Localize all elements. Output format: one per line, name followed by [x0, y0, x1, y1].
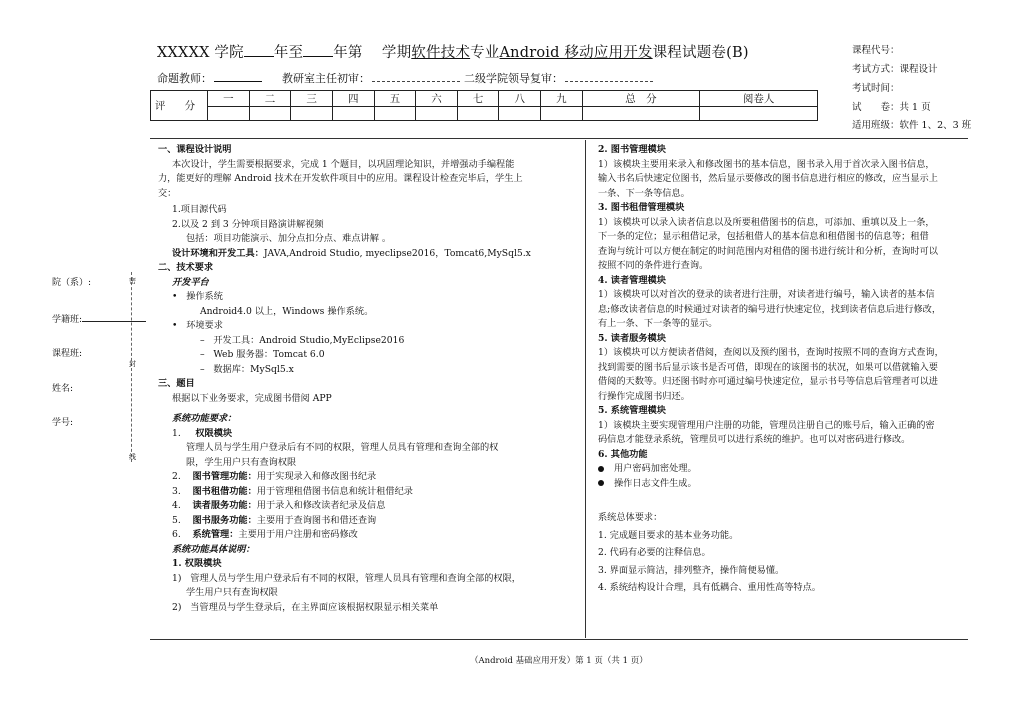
section-3-text: 根据以下业务要求，完成图书借阅 APP [172, 392, 332, 404]
bullet-icon [598, 480, 604, 486]
env-text: JAVA,Android Studio, myeclipse2016，Tomcat6,MySql5.x [263, 247, 531, 259]
page-footer: （Android 基础应用开发）第 1 页（共 1 页） [470, 656, 648, 666]
score-col-1: 一 [208, 91, 250, 107]
score-cell [499, 107, 541, 121]
title-school: XXXXX 学院 [157, 45, 244, 61]
req-1-text: 管理人员与学生用户登录后有不同的权限，管理人员具有管理和查询全部的权 [186, 442, 499, 453]
detail-1-item: 2) 当管理员与学生登录后，在主界面应该根据权限显示相关菜单 [172, 601, 439, 613]
leader-signer [464, 70, 653, 86]
platform-title: 开发平台 [172, 276, 209, 288]
title-term: 学期 [381, 45, 412, 61]
title-suffix: 课程试题卷(B) [652, 45, 749, 61]
year-blank-1 [244, 44, 274, 57]
title-major-suffix: 专业 [470, 45, 500, 61]
exam-time: 考试时间： [852, 83, 900, 94]
score-cell [700, 107, 818, 121]
module-7-title: 6. 其他功能 [598, 448, 648, 460]
reviewer-label: 教研室主任初审： [282, 72, 370, 85]
req-1: 1. 权限模块 [172, 427, 233, 439]
score-cell [291, 107, 333, 121]
score-table [150, 90, 818, 121]
score-label: 评 分 [151, 91, 208, 121]
module-text: 码信息才能登录系统，管理员可以进行系统的维护。也可以对密码进行修改。 [598, 434, 911, 445]
env-label: 设计环境和开发工具： [172, 247, 264, 259]
score-cell [249, 107, 291, 121]
module-text: 有上一条、下一条等的显示。 [598, 318, 718, 329]
overall-item: 3. 界面显示简洁，排列整齐，操作简便易懂。 [598, 564, 785, 576]
exam-pages: 试 卷：共 1 页 [852, 102, 931, 113]
side-name: 姓名: [52, 384, 74, 394]
score-col-3: 三 [291, 91, 333, 107]
score-cell [208, 107, 250, 121]
req-3: 3. 图书租借功能：用于管理租借图书信息和统计租借纪录 [172, 485, 413, 497]
module-text: 1）该模块可以方便读者借阅，查阅以及预约图书，查询时按照不同的查询方式查询， [598, 347, 944, 358]
env-req-label: • 环境要求 [172, 320, 223, 331]
score-cell [374, 107, 416, 121]
side-dept: 院（系）: [52, 278, 92, 288]
requirements-title: 系统功能要求： [172, 413, 237, 424]
score-cell [541, 107, 583, 121]
bullet-icon [598, 466, 604, 472]
section-1-title: 一、课程设计说明 [158, 144, 232, 155]
teacher-label: 命题教师： [157, 72, 212, 85]
deliverable-item: 1.项目源代码 [172, 204, 227, 215]
reviewer-signer [282, 70, 460, 86]
overall-item: 2. 代码有必要的注释信息。 [598, 547, 711, 558]
exam-title [157, 41, 749, 62]
module-text: 1）该模块可以录入读者信息以及所要租借图书的信息，可添加、重填以及上一条， [598, 216, 935, 228]
left-column [158, 143, 578, 615]
req-6: 6. 系统管理：主要用于用户注册和密码修改 [172, 529, 358, 540]
score-cell [332, 107, 374, 121]
os-label: • 操作系统 [172, 291, 223, 302]
detail-1-item: 1) 管理人员与学生用户登录后有不同的权限，管理人员具有管理和查询全部的权限， [172, 572, 521, 584]
module-text: 1）该模块可以对首次的登录的读者进行注册，对读者进行编号，输入读者的基本信 [598, 289, 935, 300]
score-col-8: 八 [499, 91, 541, 107]
module-text: 找到需要的图书后显示该书是否可借，即现在的该图书的状况，如果可以借就输入要 [598, 361, 938, 373]
deliverable-item: 2.以及 2 到 3 分钟项目路演讲解视频 [172, 218, 324, 230]
web-item: – Web 服务器：Tomcat 6.0 [200, 349, 325, 360]
score-col-total: 总 分 [582, 91, 700, 107]
exam-method: 考试方式：课程设计 [852, 64, 938, 75]
section-1-para: 本次设计，学生需要根据要求，完成 1 个题目，以巩固理论知识，并增强动手编程能 [172, 158, 515, 170]
section-2-title: 二、技术要求 [158, 262, 214, 273]
side-course-class: 课程班: [52, 349, 83, 359]
overall-item: 4. 系统结构设计合理，具有低耦合、重用性高等特点。 [598, 582, 821, 593]
module-5-title: 5. 读者服务模块 [598, 332, 666, 344]
module-text: 息;修改读者信息的时候通过对读者的编号进行快速定位，找到读者信息后进行修改， [598, 303, 942, 315]
applicable-classes: 适用班级：软件 1、2、3 班 [852, 120, 972, 131]
title-year-from: 年至 [273, 45, 304, 61]
os-text: Android4.0 以上，Windows 操作系统。 [200, 305, 374, 317]
reviewer-line [372, 71, 460, 82]
score-col-6: 六 [416, 91, 458, 107]
teacher-signer [157, 70, 262, 86]
other-item: 用户密码加密处理。 [598, 462, 970, 477]
section-1-para: 力，能更好的理解 Android 技术在开发软件项目中的应用。课程设计检查完毕后，学生上 [158, 173, 523, 184]
score-col-2: 二 [249, 91, 291, 107]
req-5: 5. 图书服务功能：主要用于查询图书和借还查询 [172, 514, 377, 526]
score-cell [457, 107, 499, 121]
header-rule [150, 138, 968, 139]
score-col-grader: 阅卷人 [700, 91, 818, 107]
score-col-5: 五 [374, 91, 416, 107]
side-student-id: 学号: [52, 418, 74, 428]
req-1-text: 限，学生用户只有查询权限 [186, 456, 297, 468]
module-text: 1）该模块主要用来录入和修改图书的基本信息，图书录入用于首次录入图书信息， [598, 158, 935, 170]
binding-mark-line: 线 [129, 453, 136, 461]
title-major: 软件技术 [411, 45, 471, 61]
leader-label: 二级学院领导复审： [464, 72, 563, 85]
module-text: 输入书名后快速定位图书，然后显示要修改的图书信息进行相应的修改，应当显示上 [598, 173, 938, 184]
score-col-7: 七 [457, 91, 499, 107]
teacher-line [214, 71, 262, 82]
module-6-title: 5. 系统管理模块 [598, 405, 666, 416]
module-text: 查询与统计可以方便在制定的时间范围内对租借的图书进行统计和分析，查询时可以 [598, 245, 938, 257]
module-text: 1）该模块主要实现管理用户注册的功能，管理员注册自己的账号后，输入正确的密 [598, 419, 935, 431]
score-col-4: 四 [332, 91, 374, 107]
module-text: 借阅的天数等。归还图书时亦可通过编号快速定位，显示书号等信息后管理者可以进 [598, 376, 938, 387]
binding-mark-close: 封 [129, 360, 136, 368]
req-2: 2. 图书管理功能：用于实现录入和修改图书纪录 [172, 471, 377, 482]
score-cell [416, 107, 458, 121]
module-4-title: 4. 读者管理模块 [598, 274, 666, 286]
title-course: Android 移动应用开发 [499, 45, 653, 61]
column-divider [585, 140, 586, 638]
section-1-para: 交： [158, 187, 177, 199]
module-3-title: 3. 图书租借管理模块 [598, 202, 685, 213]
module-text: 按照不同的条件进行查询。 [598, 260, 709, 271]
db-item: – 数据库：MySql5.x [200, 363, 294, 375]
course-code: 课程代号： [852, 45, 900, 56]
module-text: 行操作完成图书归还。 [598, 390, 690, 402]
deliverable-item: 包括：项目功能演示、加分点扣分点、难点讲解 。 [186, 233, 392, 244]
title-year-to: 年第 [333, 45, 363, 61]
tool-item: – 开发工具：Android Studio,MyEclipse2016 [200, 334, 405, 346]
detail-1-title: 1. 权限模块 [172, 558, 222, 569]
overall-item: 1. 完成题目要求的基本业务功能。 [598, 529, 739, 541]
detail-title: 系统功能具体说明： [172, 543, 255, 555]
side-class: 学籍班: [52, 312, 146, 325]
module-text: 一条、下一条等信息。 [598, 187, 690, 199]
req-4: 4. 读者服务功能：用于录入和修改读者纪录及信息 [172, 500, 386, 511]
score-col-9: 九 [541, 91, 583, 107]
year-blank-2 [303, 44, 333, 57]
other-item: 操作日志文件生成。 [598, 477, 970, 492]
module-text: 下一条的定位；显示租借记录，包括租借人的基本信息和租借图书的信息等；租借 [598, 231, 929, 242]
right-column [598, 143, 970, 596]
module-2-title: 2. 图书管理模块 [598, 144, 666, 155]
footer-rule [150, 639, 968, 640]
section-3-title: 三、题目 [158, 378, 195, 389]
binding-mark-seal: 密 [129, 277, 136, 285]
overall-title: 系统总体要求： [598, 512, 663, 523]
detail-1-item-cont: 学生用户只有查询权限 [186, 587, 278, 598]
leader-line [565, 71, 653, 82]
score-cell [582, 107, 700, 121]
